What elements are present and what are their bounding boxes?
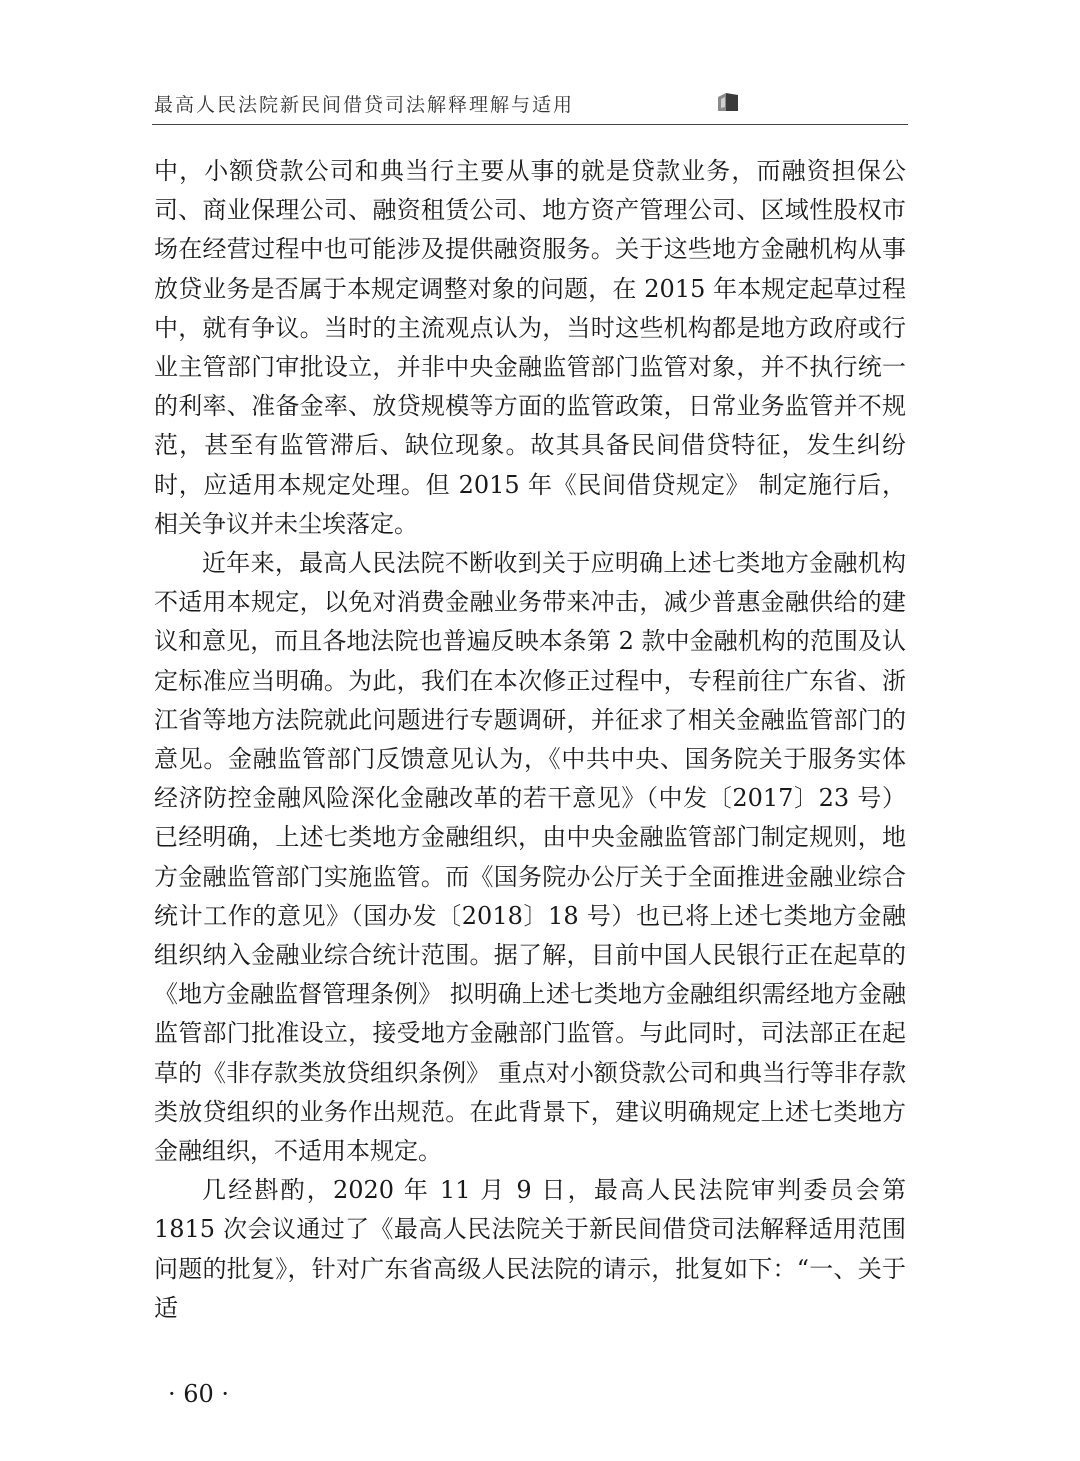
body-text: [154, 152, 906, 1328]
running-header: [152, 84, 908, 125]
paragraph-continued: 中，小额贷款公司和典当行主要从事的就是贷款业务，而融资担保公司、商业保理公司、融资租赁公司、地方资产管理公司、区域性股权市场在经营过程中也可能涉及提供融资服务。关于这些地方金融机构从事放贷业务是否属于本规定调整对象的问题，在 2015 年本规定起草过程中，就有争议。当时的主流观点认为，当时这些机构都是地方政府或行业主管部门审批设立，并非中央金融监管部门监管对象，并不执行统一的利率、准备金率、放贷规模等方面的监管政策，日常业务监管并不规范，甚至有监管滞后、缺位现象。故其具备民间借贷特征，发生纠纷时，应适用本规定处理。但 2015 年《民间借贷规定》 制定施行后，相关争议并未尘埃落定。: [154, 157, 906, 538]
running-header-title: 最高人民法院新民间借贷司法解释理解与适用: [154, 94, 575, 116]
paragraph: 近年来，最高人民法院不断收到关于应明确上述七类地方金融机构不适用本规定，以免对消费金融业务带来冲击，减少普惠金融供给的建议和意见，而且各地法院也普遍反映本条第 2 款中金融机构的范围及认定标准应当明确。为此，我们在本次修正过程中，专程前往广东省、浙江省等地方法院就此问题进行专题调研，并征求了相关金融监管部门的意见。金融监管部门反馈意见认为，《中共中央、国务院关于服务实体经济防控金融风险深化金融改革的若干意见》（中发〔2017〕23 号）已经明确，上述七类地方金融组织，由中央金融监管部门制定规则，地方金融监管部门实施监管。而《国务院办公厅关于全面推进金融业综合统计工作的意见》（国办发〔2018〕18 号）也已将上述七类地方金融组织纳入金融业综合统计范围。据了解，目前中国人民银行正在起草的《地方金融监督管理条例》 拟明确上述七类地方金融组织需经地方金融监管部门批准设立，接受地方金融部门监管。与此同时，司法部正在起草的《非存款类放贷组织条例》 重点对小额贷款公司和典当行等非存款类放贷组织的业务作出规范。在此背景下，建议明确规定上述七类地方金融组织，不适用本规定。: [154, 549, 906, 1166]
paragraph: 几经斟酌，2020 年 11 月 9 日，最高人民法院审判委员会第 1815 次会议通过了《最高人民法院关于新民间借贷司法解释适用范围问题的批复》，针对广东省高级人民法院的请示，批复如下：“一、关于适: [154, 1176, 906, 1322]
book-corner-icon: [718, 93, 738, 111]
page-number: · 60 ·: [168, 1380, 230, 1408]
